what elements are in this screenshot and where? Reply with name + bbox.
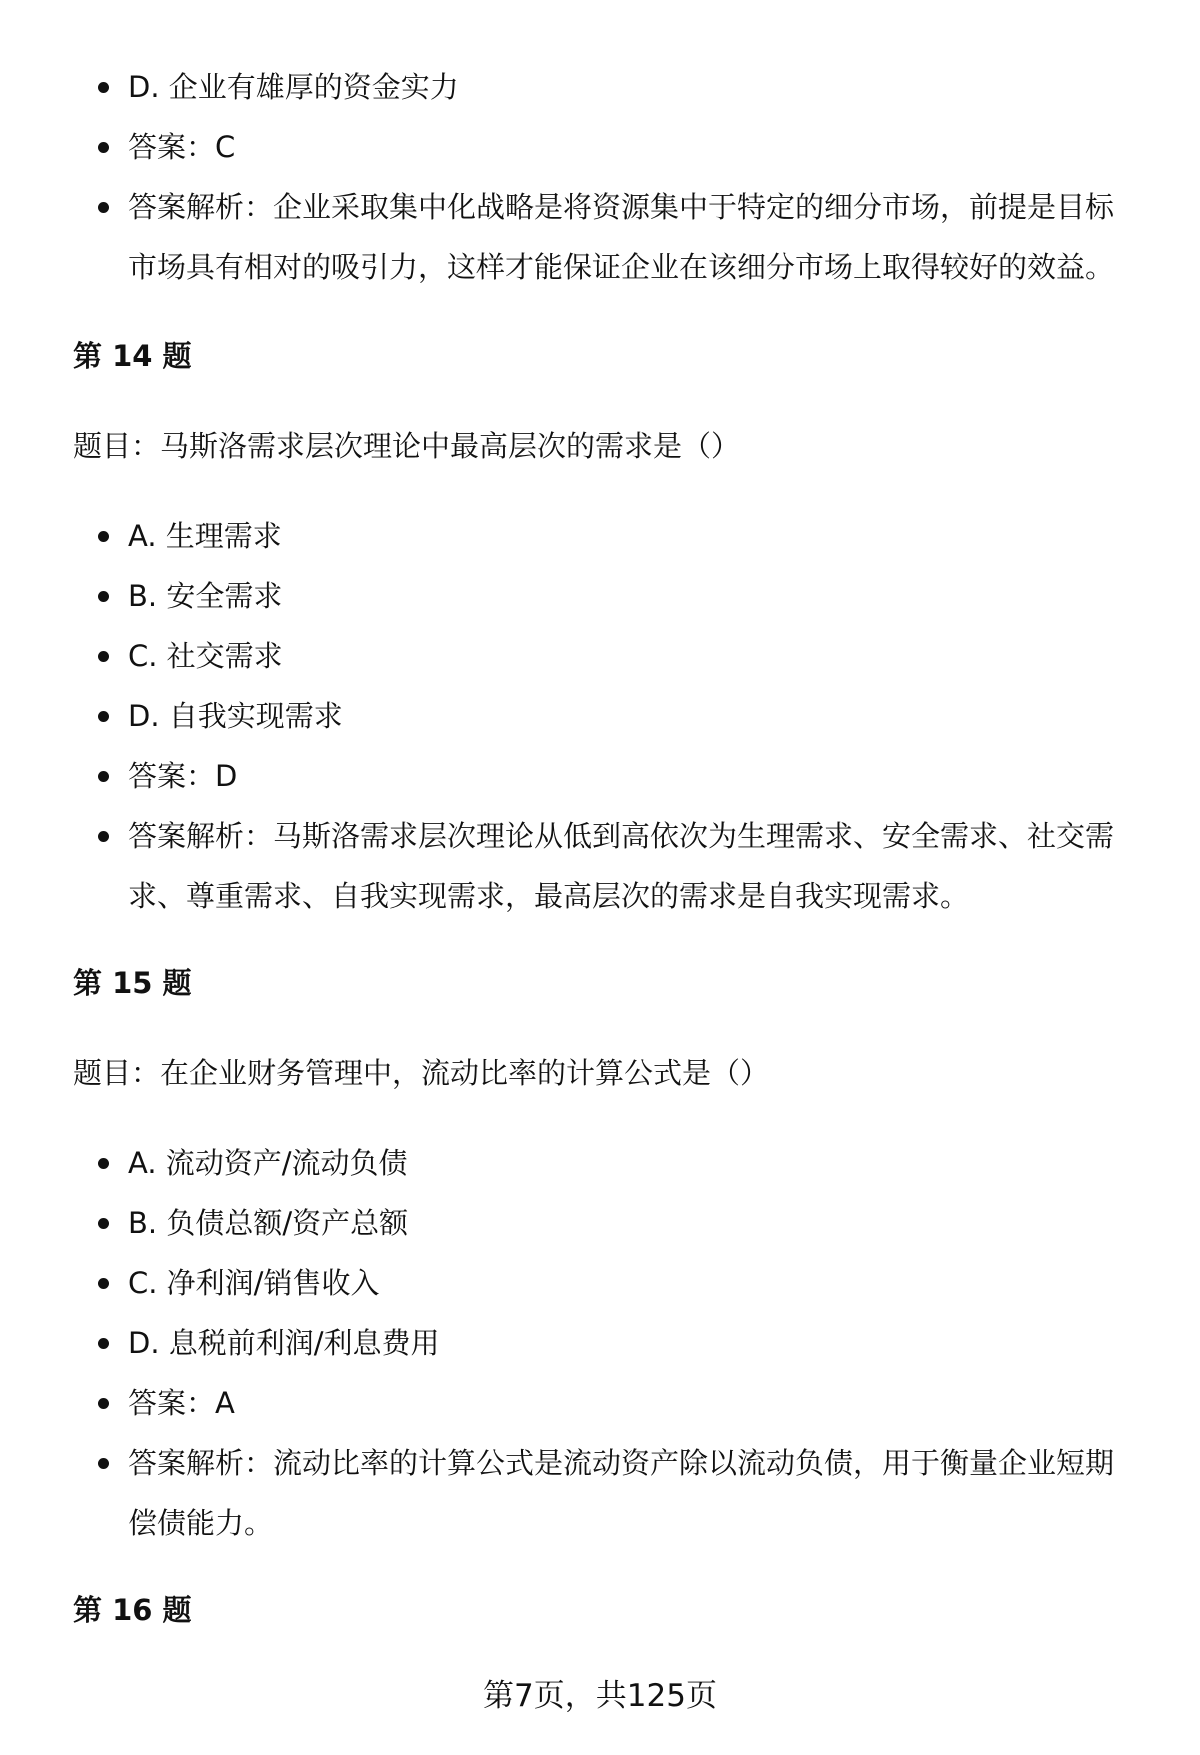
option-b: B. 安全需求 — [0, 566, 1200, 626]
bullet-icon — [98, 831, 109, 842]
option-b: B. 负债总额/资产总额 — [0, 1193, 1200, 1253]
question-heading-16: 第 16 题 — [73, 1593, 192, 1627]
question-heading-15: 第 15 题 — [73, 966, 192, 1000]
option-d: D. 自我实现需求 — [0, 686, 1200, 746]
bullet-icon — [98, 202, 109, 213]
bullet-icon — [98, 651, 109, 662]
question-text-15: 题目：在企业财务管理中，流动比率的计算公式是（） — [73, 1056, 770, 1090]
question-14-items — [0, 506, 1200, 926]
bullet-icon — [98, 1398, 109, 1409]
answer: 答案：C — [0, 117, 1200, 177]
bullet-icon — [98, 1158, 109, 1169]
bullet-icon — [98, 711, 109, 722]
answer-explanation: 答案解析：企业采取集中化战略是将资源集中于特定的细分市场，前提是目标市场具有相对的吸引力，这样才能保证企业在该细分市场上取得较好的效益。 — [0, 177, 1200, 297]
question-text-14: 题目：马斯洛需求层次理论中最高层次的需求是（） — [73, 429, 741, 463]
option-c: C. 社交需求 — [0, 626, 1200, 686]
option-a: A. 生理需求 — [0, 506, 1200, 566]
bullet-icon — [98, 82, 109, 93]
bullet-icon — [98, 1458, 109, 1469]
option-d: D. 息税前利润/利息费用 — [0, 1313, 1200, 1373]
bullet-icon — [98, 531, 109, 542]
bullet-icon — [98, 591, 109, 602]
bullet-icon — [98, 1278, 109, 1289]
page-number: 第7页，共125页 — [483, 1678, 717, 1714]
question-heading-14: 第 14 题 — [73, 339, 192, 373]
answer: 答案：D — [0, 746, 1200, 806]
bullet-icon — [98, 142, 109, 153]
answer-explanation: 答案解析：流动比率的计算公式是流动资产除以流动负债，用于衡量企业短期偿债能力。 — [0, 1433, 1200, 1553]
question-15-items — [0, 1133, 1200, 1553]
option-c: C. 净利润/销售收入 — [0, 1253, 1200, 1313]
option-d: D. 企业有雄厚的资金实力 — [0, 57, 1200, 117]
option-a: A. 流动资产/流动负债 — [0, 1133, 1200, 1193]
prev-question-items — [0, 57, 1200, 297]
bullet-icon — [98, 771, 109, 782]
bullet-icon — [98, 1338, 109, 1349]
bullet-icon — [98, 1218, 109, 1229]
answer: 答案：A — [0, 1373, 1200, 1433]
answer-explanation: 答案解析：马斯洛需求层次理论从低到高依次为生理需求、安全需求、社交需求、尊重需求、自我实现需求，最高层次的需求是自我实现需求。 — [0, 806, 1200, 926]
